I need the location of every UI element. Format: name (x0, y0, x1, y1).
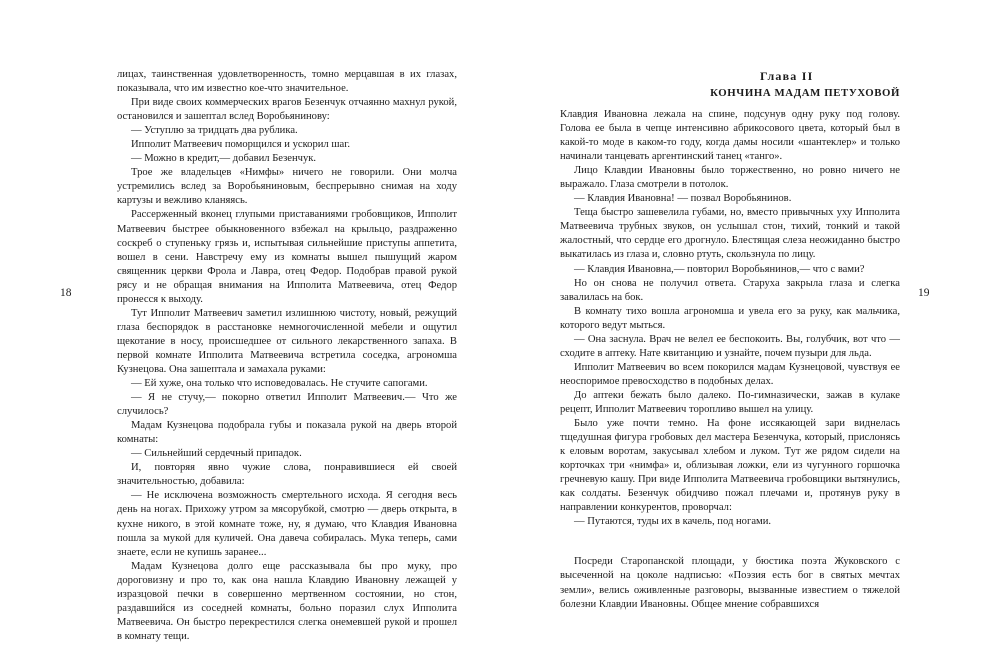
paragraph: Трое же владельцев «Нимфы» ничего не говорили. Они молча устремились вслед за Воробьяниновым, беспрерывно снимая на ходу картузы и вежливо кланяясь. (117, 167, 457, 207)
paragraph: Лицо Клавдии Ивановны было торжественно, но ровно ничего не выражало. Глаза смотрели в потолок. (560, 165, 900, 191)
paragraph: Посреди Старопанской площади, у бюстика поэта Жуковского с высеченной на цоколе надписью: «Поэзия есть бог в святых мечтах земли», велись оживленные разговоры, вызванные известием о тяжелой болезни Клавдии Ивановны. Общее мнение собравшихся (560, 556, 900, 610)
paragraph: — Можно в кредит,— добавил Безенчук. (131, 153, 317, 165)
paragraph: Ипполит Матвеевич поморщился и ускорил шаг. (131, 139, 351, 151)
right-page-number: 19 (918, 287, 930, 299)
paragraph: лицах, таинственная удовлетворенность, томно мерцавшая в их глазах, показывала, что им известно кое-что значительное. (117, 69, 457, 95)
paragraph: — Она заснула. Врач не велел ее беспокоить. Вы, голубчик, вот что — сходите в аптеку. Нате квитанцию и узнайте, почем пузыри для льда. (560, 333, 900, 359)
paragraph: Ипполит Матвеевич во всем покорился мадам Кузнецовой, чувствуя ее неоспоримое превосходство в подобных делах. (560, 361, 900, 387)
paragraph: — Клавдия Ивановна,— повторил Воробьянинов,— что с вами? (574, 263, 865, 275)
paragraph: Было уже почти темно. На фоне иссякающей зари виднелась тщедушная фигура гробовых дел мастера Безенчука, который, прислонясь к еловым воротам, закусывал хлебом и луком. Тут же рядом сидели на корточках три «нимфа» и, облизывая ложки, ели из чугунного горшочка гречневую кашу. При виде Ипполита Матвеевича гробовщики вытянулись, как солдаты. Безенчук обидчиво пожал плечами и, протянув руку в направлении конкурентов, проворчал: (560, 418, 900, 514)
paragraph: Теща быстро зашевелила губами, но, вместо привычных уху Ипполита Матвеевича трубных звуков, он услышал стон, тихий, тонкий и такой жалостный, что сердце его дрогнуло. Блестящая слеза неожиданно быстро выкатилась из глаза и, словно ртуть, скользнула по лицу. (560, 207, 900, 261)
paragraph: — Клавдия Ивановна! — позвал Воробьянинов. (574, 193, 792, 205)
paragraph: — Ей хуже, она только что исповедовалась. Не стучите сапогами. (131, 378, 428, 390)
paragraph: И, повторяя явно чужие слова, понравившиеся ей своей значительностью, добавила: (117, 462, 457, 488)
paragraph: — Я не стучу,— покорно ответил Ипполит Матвеевич.— Что же случилось? (117, 392, 457, 418)
paragraph: — Уступлю за тридцать два рублика. (131, 125, 298, 137)
paragraph: При виде своих коммерческих врагов Безенчук отчаянно махнул рукой, остановился и зашептал вслед Воробьянинову: (117, 97, 457, 123)
paragraph: — Путаются, туды их в качель, под ногами. (574, 516, 772, 528)
paragraph: Рассерженный вконец глупыми приставаниями гробовщиков, Ипполит Матвеевич быстрее обыкновенного взбежал на крыльцо, раздраженно соскреб о ступеньку грязь и, испытывая сильнейшие приступы аппетита, вошел в сени. Навстречу ему из комнаты вышел пышущий жаром священник церкви Фрола и Лавра, отец Федор. Подобрав правой рукой рясу и не обращая внимания на Ипполита Матвеевича, отец Федор пронесся к выходу. (117, 209, 457, 305)
paragraph: Тут Ипполит Матвеевич заметил излишнюю чистоту, новый, режущий глаза беспорядок в расстановке немногочисленной мебели и ощутил щекотание в носу, происшедшее от сильного лекарственного запаха. В первой комнате Ипполита Матвеевича встретила соседка, агрономша Кузнецова. Она зашептала и замахала руками: (117, 307, 457, 375)
paragraph: В комнату тихо вошла агрономша и увела его за руку, как мальчика, которого ведут мыться. (560, 305, 900, 331)
left-page (117, 68, 457, 644)
paragraph: Клавдия Ивановна лежала на спине, подсунув одну руку под голову. Голова ее была в чепце интенсивно абрикосового цвета, который был в какой-то моде в каком-то году, когда дамы носили «шантеклер» и только начинали танцевать аргентинский танец «танго». (560, 109, 900, 163)
left-page-number: 18 (60, 287, 72, 299)
paragraph: — Сильнейший сердечный припадок. (131, 448, 302, 460)
right-page (560, 68, 900, 612)
paragraph: — Не исключена возможность смертельного исхода. Я сегодня весь день на ногах. Прихожу утром за мясорубкой, смотрю — дверь открыта, в кухне никого, в этой комнате тоже, ну, я думаю, что Клавдия Ивановна пошла за мукой для куличей. Она давеча собиралась. Мука теперь, сами знаете, если не купишь заранее... (117, 490, 457, 558)
chapter-heading (560, 68, 900, 100)
chapter-number: Глава II (760, 69, 814, 83)
chapter-title: КОНЧИНА МАДАМ ПЕТУХОВОЙ (710, 87, 900, 99)
paragraph: Но он снова не получил ответа. Старуха закрыла глаза и слегка завалилась на бок. (560, 277, 900, 303)
paragraph: Мадам Кузнецова долго еще рассказывала бы про муку, про дороговизну и про то, как она нашла Клавдию Ивановну лежащей у изразцовой печки в совершенно мертвенном состоянии, но стон, раздавшийся из соседней комнаты, больно поразил слух Ипполита Матвеевича. Он быстро перекрестился слегка онемевшей рукой и прошел в комнату тещи. (117, 560, 457, 642)
paragraph: Мадам Кузнецова подобрала губы и показала рукой на дверь второй комнаты: (117, 420, 457, 446)
paragraph: До аптеки бежать было далеко. По-гимназически, зажав в кулаке рецепт, Ипполит Матвеевич торопливо вышел на улицу. (560, 389, 900, 415)
